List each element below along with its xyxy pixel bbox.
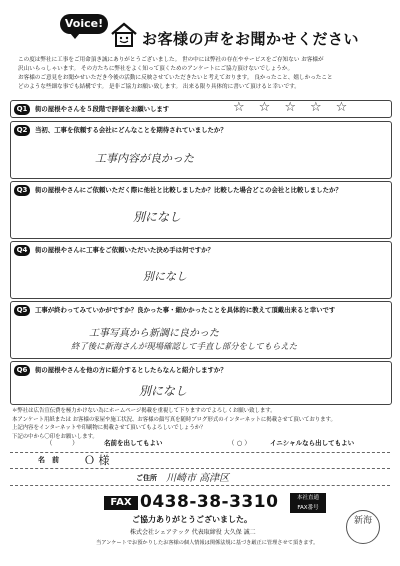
answer-text[interactable]: 終了後に新海さんが現場確認して手直し部分をしてもらえた: [71, 341, 298, 351]
answer-text[interactable]: 工事内容が良かった: [95, 152, 194, 165]
company-name: 株式会社シェアテック 代表取締役 大久保 誠二: [130, 529, 256, 536]
consent-initial-marker[interactable]: （ ○ ）: [228, 439, 251, 447]
name-label: 名 前: [38, 456, 59, 464]
consent-initial-label: イニシャルなら出してもよい: [270, 439, 355, 447]
star-icon[interactable]: ☆: [309, 100, 336, 115]
question-number: Q5: [14, 305, 30, 316]
question-2-box: [10, 121, 392, 179]
question-4-box: [10, 241, 392, 299]
intro-line: この度は弊社に工事をご用命頂き誠にありがとうございました。 世の中には弊社の存在やサービスをご存知ない お客様が: [18, 57, 324, 63]
seal-text: 新海: [353, 516, 372, 526]
question-number: Q6: [14, 365, 30, 376]
star-icon[interactable]: ☆: [233, 100, 259, 115]
name-value[interactable]: Ｏ 様: [84, 454, 110, 467]
note-line: 上記内容をインターネットや印刷物に掲載させて頂いてもよろしいでしょうか？: [12, 425, 206, 431]
consent-name-label: 名前を出してもよい: [104, 439, 163, 447]
question-text: 街の屋根やさんを他の方に紹介するとしたらなんと紹介しますか？: [35, 366, 227, 374]
publication-notes: [12, 407, 392, 441]
question-text: 街の屋根やさんにご依頼いただく際に他社と比較しましたか？比較した場合どこの会社と比較しましたか？: [35, 186, 342, 194]
answer-text[interactable]: 別になし: [139, 384, 188, 398]
answer-text[interactable]: 別になし: [133, 210, 182, 224]
question-text: 街の屋根やさんに工事をご依頼いただいた決め手は何ですか？: [35, 246, 214, 254]
intro-line: お客様のご意見をお聞かせいただき今後の活動に反映させていただきたいと考えております。 良かったこと、嬉しかったこと: [18, 75, 333, 81]
question-number: Q3: [14, 185, 30, 196]
star-icon[interactable]: ☆: [284, 100, 310, 115]
divider: [10, 485, 390, 486]
fax-tag: [290, 493, 326, 513]
note-line: 下記の中から〇印をお願いします。: [12, 433, 98, 440]
page-title: お客様の声をお聞かせください: [142, 30, 360, 48]
answer-text[interactable]: 別になし: [143, 270, 187, 283]
address-value[interactable]: 川崎市 高津区: [166, 473, 230, 484]
question-6-box: [10, 361, 392, 405]
fax-number: 0438-38-3310: [140, 492, 279, 512]
question-text: 当初、工事を依頼する会社にどんなことを期待されていましたか？: [35, 126, 227, 134]
divider: [10, 452, 390, 453]
intro-line: どのような些細な事でも結構です。 是非ご協力お願い致します。 出来る限り具体的に書いて頂けると幸いです。: [18, 84, 300, 90]
question-5-box: [10, 301, 392, 359]
fax-label: FAX: [104, 496, 138, 510]
consent-row: [10, 437, 390, 449]
address-label: ご住所: [136, 474, 157, 482]
voice-badge: Voice!: [60, 14, 108, 34]
question-3-box: [10, 181, 392, 239]
rating-stars[interactable]: [233, 100, 361, 115]
fax-tag-line: 本社直通: [296, 495, 319, 501]
thanks-message: ご協力ありがとうございました。: [132, 515, 252, 524]
question-number: Q4: [14, 245, 30, 256]
question-1-box: [10, 100, 392, 118]
star-icon[interactable]: ☆: [258, 100, 285, 115]
house-smile-icon: [110, 22, 138, 48]
staff-seal: [346, 510, 380, 544]
question-text: 街の屋根やさんを５段階で評価をお願いします: [35, 105, 170, 113]
intro-text: [12, 56, 392, 92]
question-number: Q1: [14, 104, 30, 115]
question-text: 工事が終わってみていかがですか？良かった事・細かかったことを具体的に教えて頂戴出来ると幸いです: [35, 306, 336, 314]
note-line: ＊弊社は広告宣伝費を極力かけない為にホームページ掲載を重視して下りますのでよろしくお願い致します。: [12, 408, 276, 414]
fax-tag-line: FAX番号: [297, 505, 319, 511]
answer-text[interactable]: 工事写真から新調に良かった: [89, 328, 219, 339]
note-line: 本アンケート用紙または お客様の家屋や施工状況、お客様の顔写真を随時ブログ形式のインターネットに掲載させて頂いております。: [12, 416, 336, 423]
question-number: Q2: [14, 125, 30, 136]
consent-name-marker[interactable]: （ ）: [46, 439, 79, 447]
intro-line: 沢山いらっしゃいます。 その方たちに弊社をよく知って頂くためのアンケートにご協力頂けないでしょうか。: [18, 66, 294, 72]
privacy-note: 当アンケートでお預かりしたお客様の個人情報は関係法規に基づき厳正に管理させて頂きます。: [96, 540, 319, 546]
star-icon[interactable]: ☆: [335, 100, 362, 115]
